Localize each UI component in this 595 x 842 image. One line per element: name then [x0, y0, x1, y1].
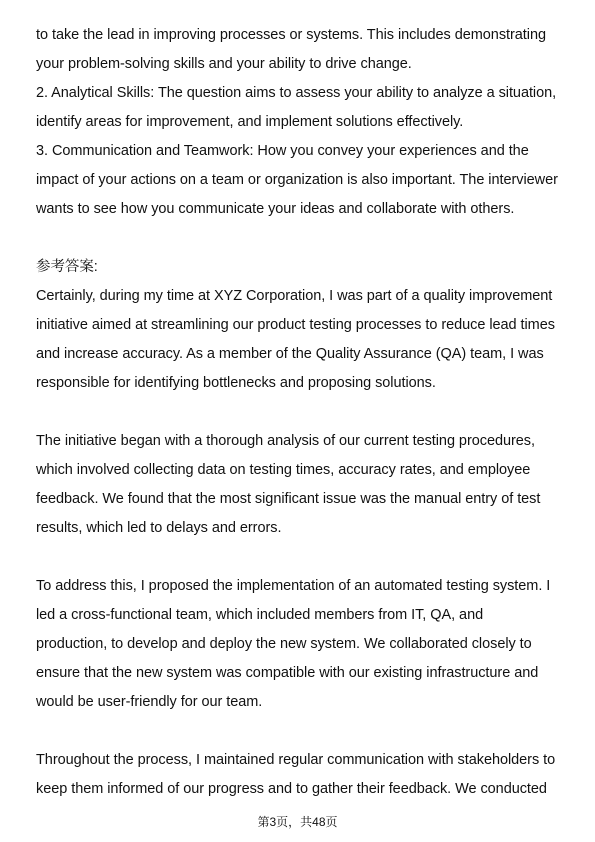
text-line: wants to see how you communicate your ideas and collaborate with others. — [36, 201, 515, 217]
answer-paragraph-3 — [36, 572, 562, 717]
answer-paragraph-2 — [36, 427, 562, 543]
text-line: identify areas for improvement, and implement solutions effectively. — [36, 114, 464, 130]
paragraph-spacer — [36, 224, 562, 253]
answer-paragraph-1 — [36, 282, 562, 398]
intro-paragraph — [36, 21, 562, 79]
answer-paragraph-4 — [36, 746, 562, 804]
text-line: Certainly, during my time at XYZ Corporation, I was part of a quality improvement — [36, 288, 553, 304]
text-line: responsible for identifying bottlenecks and proposing solutions. — [36, 375, 436, 391]
text-line: ensure that the new system was compatible with our existing infrastructure and — [36, 665, 539, 681]
text-line: The initiative began with a thorough analysis of our current testing procedures, — [36, 433, 535, 449]
text-line: results, which led to delays and errors. — [36, 520, 282, 536]
text-line: 3. Communication and Teamwork: How you convey your experiences and the — [36, 143, 529, 159]
paragraph-spacer — [36, 398, 562, 427]
text-line: feedback. We found that the most significant issue was the manual entry of test — [36, 491, 541, 507]
text-line: To address this, I proposed the implementation of an automated testing system. I — [36, 578, 551, 594]
paragraph-spacer — [36, 717, 562, 746]
point-analytical-skills — [36, 79, 562, 137]
text-line: keep them informed of our progress and to gather their feedback. We conducted — [36, 781, 547, 797]
page-number-footer: 第3页，共48页 — [257, 815, 338, 829]
answer-heading: 参考答案: — [36, 259, 98, 275]
paragraph-spacer — [36, 543, 562, 572]
page-content — [36, 21, 562, 804]
text-line: and increase accuracy. As a member of the Quality Assurance (QA) team, I was — [36, 346, 544, 362]
text-line: your problem-solving skills and your ability to drive change. — [36, 56, 412, 72]
text-line: led a cross-functional team, which included members from IT, QA, and — [36, 607, 484, 623]
text-line: 2. Analytical Skills: The question aims to assess your ability to analyze a situation, — [36, 85, 557, 101]
text-line: impact of your actions on a team or organization is also important. The interviewer — [36, 172, 558, 188]
text-line: Throughout the process, I maintained regular communication with stakeholders to — [36, 752, 556, 768]
text-line: production, to develop and deploy the new system. We collaborated closely to — [36, 636, 532, 652]
text-line: would be user-friendly for our team. — [36, 694, 263, 710]
text-line: to take the lead in improving processes or systems. This includes demonstrating — [36, 27, 546, 43]
point-communication-teamwork — [36, 137, 562, 224]
text-line: initiative aimed at streamlining our product testing processes to reduce lead times — [36, 317, 555, 333]
text-line: which involved collecting data on testing times, accuracy rates, and employee — [36, 462, 531, 478]
